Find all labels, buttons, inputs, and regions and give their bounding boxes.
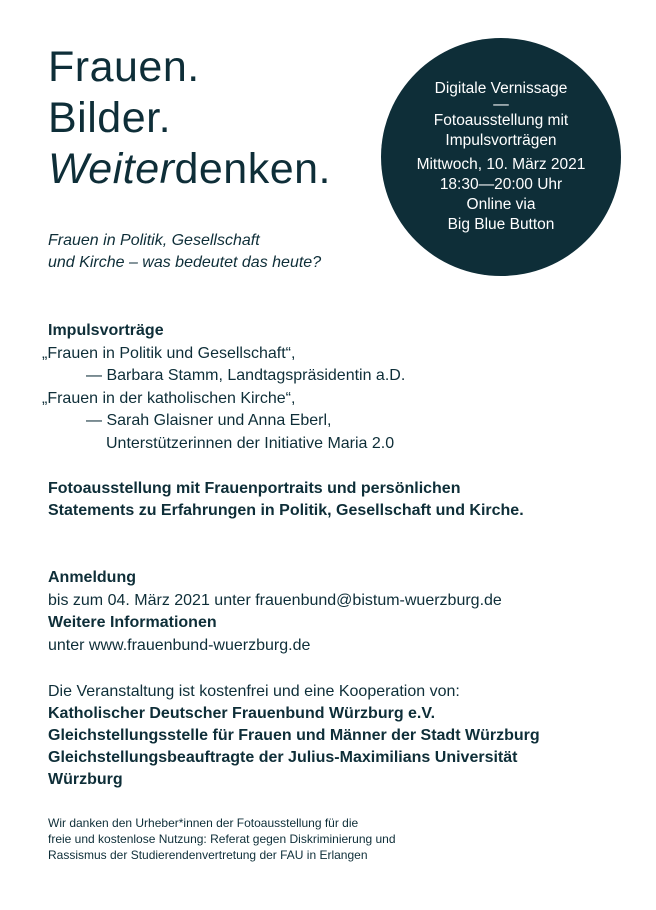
cooperation-intro: Die Veranstaltung ist kostenfrei und eine Kooperation von: bbox=[48, 683, 460, 700]
title-line-3 bbox=[48, 144, 331, 195]
partner-3-cont: Würzburg bbox=[48, 771, 123, 788]
circle-platform: Big Blue Button bbox=[447, 216, 555, 233]
speaker-2: — Sarah Glaisner und Anna Eberl, bbox=[86, 412, 332, 429]
event-circle bbox=[381, 38, 621, 276]
thanks-line-1: Wir danken den Urheber*innen der Fotoausstellung für die bbox=[48, 816, 359, 830]
circle-dash: — bbox=[493, 96, 509, 113]
subtitle-line-2: und Kirche – was bedeutet das heute? bbox=[48, 254, 322, 271]
circle-online: Online via bbox=[466, 196, 536, 213]
circle-line-2: Fotoausstellung mit bbox=[433, 112, 569, 129]
speaker-2-role: Unterstützerinnen der Initiative Maria 2.0 bbox=[106, 434, 395, 452]
circle-time: 18:30—20:00 Uhr bbox=[439, 176, 563, 193]
thanks-note bbox=[48, 815, 396, 863]
foto-line-2: Statements zu Erfahrungen in Politik, Gesellschaft und Kirche. bbox=[48, 502, 524, 519]
speaker-1: — Barbara Stamm, Landtagspräsidentin a.D. bbox=[86, 367, 406, 384]
partner-2: Gleichstellungsstelle für Frauen und Männer der Stadt Würzburg bbox=[48, 727, 540, 744]
cooperation-section bbox=[48, 681, 540, 791]
title-line-2: Bilder. bbox=[48, 94, 172, 142]
circle-line-1: Digitale Vernissage bbox=[434, 80, 568, 97]
subtitle-line-1: Frauen in Politik, Gesellschaft bbox=[48, 232, 260, 249]
foto-line-1: Fotoausstellung mit Frauenportraits und persönlichen bbox=[48, 480, 461, 497]
impulse-heading: Impulsvorträge bbox=[48, 322, 164, 339]
partner-3: Gleichstellungsbeauftragte der Julius-Maximilians Universität bbox=[48, 749, 518, 766]
title-italic-part: Weiter bbox=[48, 145, 175, 193]
impulse-section bbox=[42, 320, 405, 455]
circle-date: Mittwoch, 10. März 2021 bbox=[416, 156, 586, 173]
title-line-1: Frauen. bbox=[48, 43, 200, 91]
info-heading: Weitere Informationen bbox=[48, 614, 217, 631]
registration-heading: Anmeldung bbox=[48, 569, 136, 586]
circle-line-3: Impulsvorträgen bbox=[445, 132, 557, 149]
info-text: unter www.frauenbund-wuerzburg.de bbox=[48, 636, 311, 654]
thanks-line-3: Rassismus der Studierendenvertretung der FAU in Erlangen bbox=[48, 848, 368, 862]
registration-section bbox=[48, 567, 502, 657]
registration-text: bis zum 04. März 2021 unter frauenbund@bistum-wuerzburg.de bbox=[48, 591, 502, 609]
foto-section bbox=[48, 478, 524, 522]
talk-2: „Frauen in der katholischen Kirche“, bbox=[42, 389, 296, 407]
subtitle bbox=[48, 230, 321, 274]
page-title bbox=[48, 42, 331, 195]
partner-1: Katholischer Deutscher Frauenbund Würzburg e.V. bbox=[48, 705, 436, 722]
title-rest-part: denken. bbox=[174, 145, 331, 193]
thanks-line-2: freie und kostenlose Nutzung: Referat gegen Diskriminierung und bbox=[48, 832, 396, 846]
talk-1: „Frauen in Politik und Gesellschaft“, bbox=[42, 344, 296, 362]
